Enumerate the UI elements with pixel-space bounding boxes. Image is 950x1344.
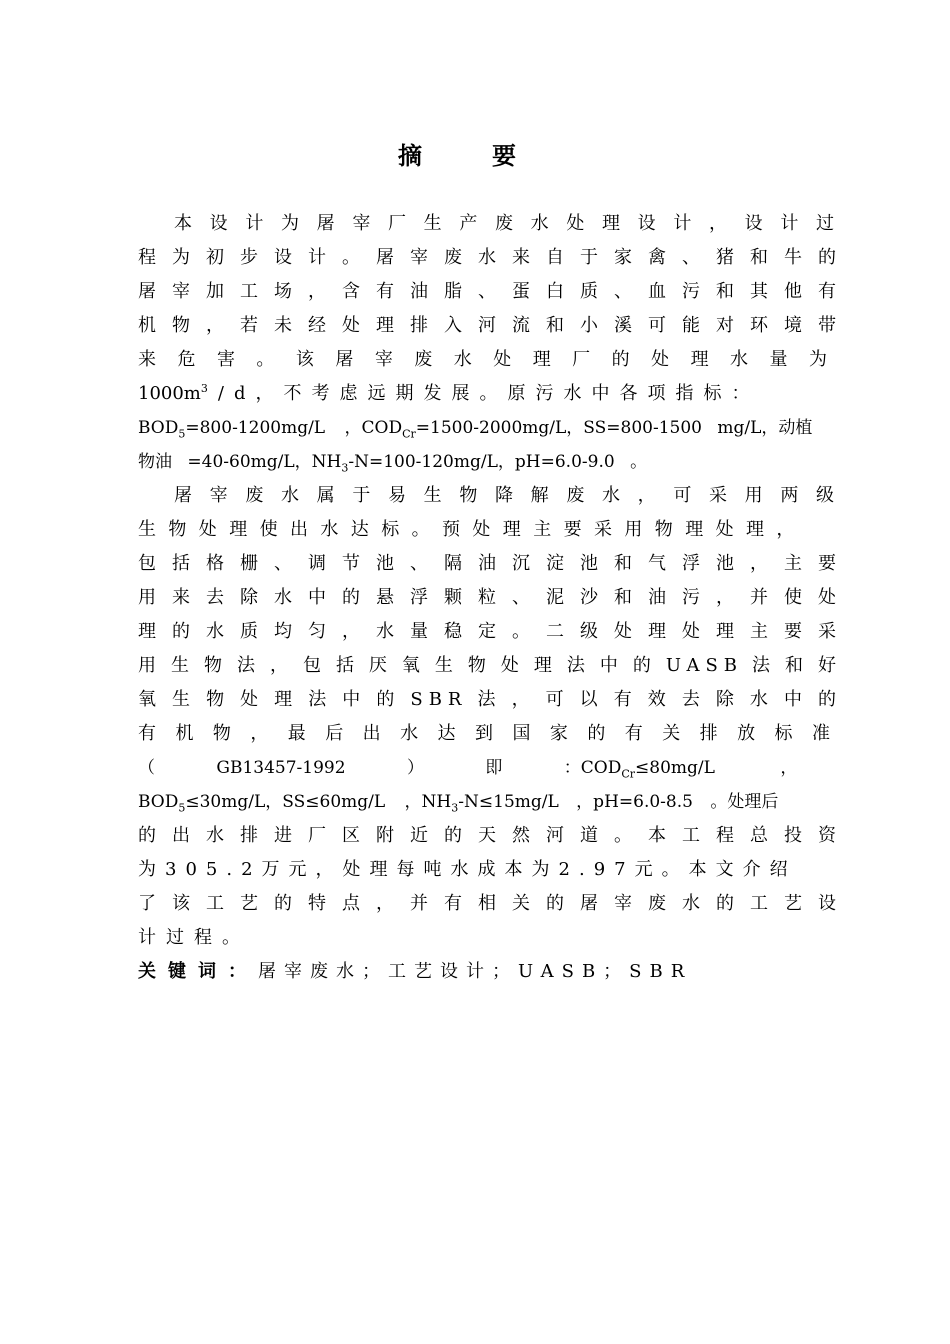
p1-line-8: 物油 =40-60mg/L，$NH_3-N=100-120mg/L$，pH=6.0-9.0 。 bbox=[138, 452, 648, 475]
p1-line-1: 本设计为屠宰厂生产废水处理设计，设计过 bbox=[174, 213, 842, 234]
p1-line-3: 屠宰加工场，含有油脂、蛋白质、血污和其他有 bbox=[138, 281, 842, 302]
p2-line-9: （ GB13457-1992 ） 即 ：$COD_{Cr}\le 80mg/L$ ， bbox=[138, 758, 798, 781]
p2-line-2: 生物处理使出水达标。预处理主要采用物理处理， bbox=[138, 519, 807, 540]
p1-line-7: $BOD_5=800-1200mg/L$ ，$COD_{Cr}=1500-2000mg/L$，SS=800-1500 mg/L，动植 bbox=[138, 418, 813, 441]
p2-line-7: 氧生物处理法中的SBR法，可以有效去除水中的 bbox=[138, 689, 842, 710]
p2-line-5: 理的水质均匀，水量稳定。二级处理处理主要采 bbox=[138, 621, 842, 642]
p1-line-2: 程为初步设计。屠宰废水来自于家禽、猪和牛的 bbox=[138, 247, 842, 268]
keywords-line bbox=[138, 955, 842, 989]
p1-line-6: $1000m^3/d$，不考虑远期发展。原污水中各项指标： bbox=[138, 382, 760, 404]
keywords-label: 关键词： bbox=[138, 961, 258, 982]
p2-line-8: 有机物，最后出水达到国家的有关排放标准 bbox=[138, 723, 842, 744]
title-char-2: 要 bbox=[492, 142, 586, 170]
p2-line-1: 屠宰废水属于易生物降解废水，可采用两级 bbox=[174, 485, 842, 506]
p2-line-10: $BOD_5\le 30mg/L$，SS≤60mg/L ，$NH_3-N\le 15mg/L$ ，pH=6.0-8.5 。处理后 bbox=[138, 792, 779, 815]
p2-line-6: 用生物法，包括厌氧生物处理法中的UASB法和好 bbox=[138, 655, 842, 676]
p2-line-12: 为305.2万元，处理每吨水成本为2.97元。本文介绍 bbox=[138, 859, 797, 880]
page-title bbox=[0, 140, 950, 172]
p2-line-13: 了该工艺的特点，并有相关的屠宰废水的工艺设 bbox=[138, 893, 842, 914]
p2-line-4: 用来去除水中的悬浮颗粒、泥沙和油污，并使处 bbox=[138, 587, 842, 608]
p1-line-5: 来危害。该屠宰废水处理厂的处理水量为 bbox=[138, 349, 842, 370]
abstract-body bbox=[138, 207, 842, 989]
keywords-text: 屠宰废水；工艺设计；UASB；SBR bbox=[258, 961, 693, 982]
p2-line-14: 计过程。 bbox=[138, 927, 250, 948]
p1-line-4: 机物，若未经处理排入河流和小溪可能对环境带 bbox=[138, 315, 842, 336]
p2-line-11: 的出水排进厂区附近的天然河道。本工程总投资 bbox=[138, 825, 842, 846]
title-char-1: 摘 bbox=[398, 142, 492, 170]
p2-line-3: 包括格栅、调节池、隔油沉淀池和气浮池，主要 bbox=[138, 553, 842, 574]
